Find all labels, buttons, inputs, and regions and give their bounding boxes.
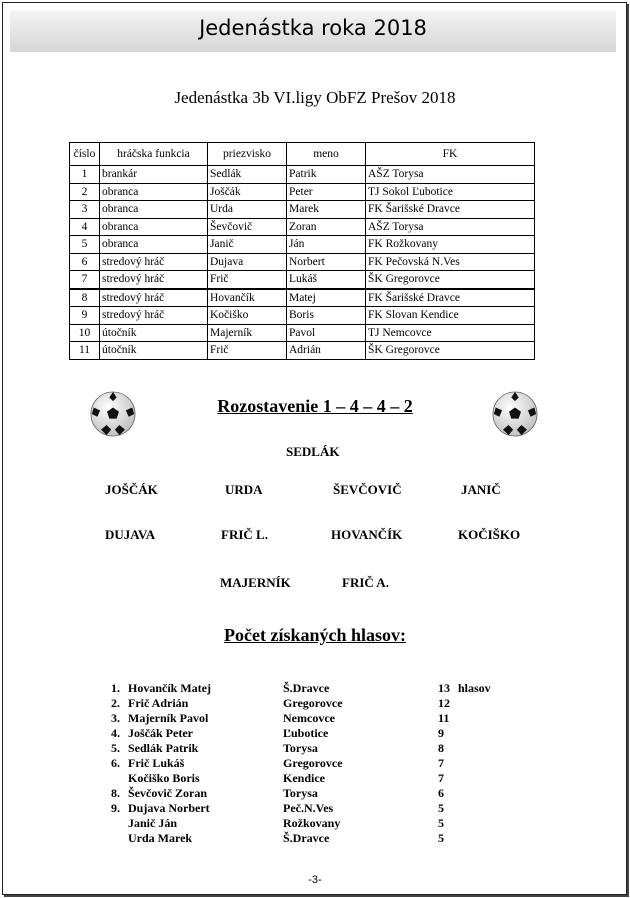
cell-role: brankár [100, 166, 208, 184]
page-number: -3- [308, 874, 322, 886]
vote-player-name: Hovančík Matej [128, 681, 211, 695]
vote-row [0, 726, 630, 741]
vote-row [0, 741, 630, 756]
vote-count: 9 [438, 726, 444, 740]
vote-club: Š.Dravce [283, 681, 330, 695]
vote-player-name: Frič Adrián [128, 696, 189, 710]
cell-club: ŠK Gregorovce [366, 342, 535, 360]
vote-club: Ľubotice [283, 726, 329, 740]
vote-club: Gregorovce [283, 756, 343, 770]
vote-rank: 5. [111, 741, 120, 755]
vote-row [0, 681, 630, 696]
vote-count: 7 [438, 756, 444, 770]
cell-club: FK Slovan Kendice [366, 307, 535, 325]
vote-row [0, 756, 630, 771]
cell-surname: Majerník [208, 324, 287, 342]
vote-rank: 8. [111, 786, 120, 800]
cell-club: ŠK Gregorovce [366, 271, 535, 289]
vote-rank: 9. [111, 801, 120, 815]
table-row [70, 324, 535, 342]
formation-defender: JANIČ [461, 482, 501, 497]
formation-defender: ŠEVČOVIČ [333, 482, 402, 497]
vote-count: 8 [438, 741, 444, 755]
table-row [70, 342, 535, 360]
formation-forward: FRIČ A. [342, 575, 389, 590]
vote-club: Š.Dravce [283, 831, 330, 845]
header-cell-role: hráčska funkcia [100, 143, 208, 166]
vote-player-name: Sedlák Patrik [128, 741, 199, 755]
vote-club: Gregorovce [283, 696, 343, 710]
cell-firstname: Pavol [287, 324, 366, 342]
cell-club: TJ Sokol Ľubotice [366, 183, 535, 201]
cell-number: 2 [70, 183, 100, 201]
vote-club: Torysa [283, 741, 318, 755]
cell-role: útočník [100, 324, 208, 342]
cell-number: 5 [70, 236, 100, 254]
roster-table [69, 142, 535, 360]
vote-count: 7 [438, 771, 444, 785]
formation-midfielder: DUJAVA [105, 527, 156, 542]
vote-count: 11 [438, 711, 450, 725]
vote-player-name: Majerník Pavol [128, 711, 209, 725]
formation-midfielder: KOČIŠKO [458, 527, 521, 542]
cell-surname: Janič [208, 236, 287, 254]
vote-count: 12 [438, 696, 450, 710]
vote-unit: hlasov [458, 681, 491, 695]
vote-rank: 4. [111, 726, 120, 740]
vote-player-name: Ševčovič Zoran [128, 786, 207, 800]
cell-surname: Urda [208, 201, 287, 219]
vote-rank: 2. [111, 696, 120, 710]
table-row [70, 271, 535, 289]
cell-club: FK Rožkovany [366, 236, 535, 254]
cell-firstname: Adrián [287, 342, 366, 360]
formation-midfielder: HOVANČÍK [331, 527, 403, 542]
vote-club: Peč.N.Ves [283, 801, 334, 815]
vote-club: Rožkovany [283, 816, 341, 830]
vote-count: 13 [438, 681, 450, 695]
table-row [70, 218, 535, 236]
cell-surname: Joščák [208, 183, 287, 201]
cell-firstname: Zoran [287, 218, 366, 236]
vote-rank: 1. [111, 681, 120, 695]
formation-midfielder: FRIČ L. [221, 527, 268, 542]
table-row [70, 236, 535, 254]
formation-defender: JOŠČÁK [105, 482, 158, 497]
cell-surname: Hovančík [208, 289, 287, 307]
cell-role: stredový hráč [100, 307, 208, 325]
cell-club: FK Šarišské Dravce [366, 289, 535, 307]
cell-surname: Frič [208, 342, 287, 360]
cell-number: 8 [70, 289, 100, 307]
vote-player-name: Urda Marek [128, 831, 193, 845]
cell-role: obranca [100, 236, 208, 254]
vote-rank: 6. [111, 756, 120, 770]
header-cell-firstname: meno [287, 143, 366, 166]
table-row [70, 253, 535, 271]
cell-role: stredový hráč [100, 289, 208, 307]
cell-club: FK Pečovská N.Ves [366, 253, 535, 271]
cell-firstname: Norbert [287, 253, 366, 271]
cell-role: stredový hráč [100, 271, 208, 289]
vote-club: Torysa [283, 786, 318, 800]
cell-role: obranca [100, 183, 208, 201]
document-subtitle: Jedenástka 3b VI.ligy ObFZ Prešov 2018 [174, 88, 456, 107]
vote-row [0, 786, 630, 801]
page-header [10, 10, 616, 52]
vote-row [0, 831, 630, 846]
cell-firstname: Ján [287, 236, 366, 254]
vote-club: Nemcovce [283, 711, 335, 725]
cell-club: AŠZ Torysa [366, 166, 535, 184]
cell-role: obranca [100, 201, 208, 219]
vote-player-name: Dujava Norbert [128, 801, 210, 815]
header-cell-surname: priezvisko [208, 143, 287, 166]
vote-row [0, 801, 630, 816]
vote-player-name: Kočiško Boris [128, 771, 200, 785]
cell-club: FK Šarišské Dravce [366, 201, 535, 219]
cell-firstname: Peter [287, 183, 366, 201]
vote-player-name: Joščák Peter [128, 726, 193, 740]
vote-rank: 3. [111, 711, 120, 725]
table-row [70, 201, 535, 219]
cell-surname: Sedlák [208, 166, 287, 184]
table-header-row [70, 143, 535, 166]
votes-heading: Počet získaných hlasov: [224, 625, 406, 645]
cell-number: 9 [70, 307, 100, 325]
vote-row [0, 816, 630, 831]
cell-club: AŠZ Torysa [366, 218, 535, 236]
formation-heading: Rozostavenie 1 – 4 – 4 – 2 [217, 396, 413, 416]
vote-row [0, 711, 630, 726]
cell-number: 1 [70, 166, 100, 184]
header-cell-number: číslo [70, 143, 100, 166]
vote-count: 5 [438, 831, 444, 845]
table-row [70, 166, 535, 184]
vote-player-name: Janič Ján [128, 816, 178, 830]
table-row [70, 307, 535, 325]
cell-firstname: Lukáš [287, 271, 366, 289]
header-cell-club: FK [366, 143, 535, 166]
vote-count: 5 [438, 801, 444, 815]
cell-number: 10 [70, 324, 100, 342]
cell-surname: Frič [208, 271, 287, 289]
cell-role: obranca [100, 218, 208, 236]
vote-club: Kendice [283, 771, 325, 785]
cell-number: 7 [70, 271, 100, 289]
cell-surname: Dujava [208, 253, 287, 271]
cell-number: 6 [70, 253, 100, 271]
cell-club: TJ Nemcovce [366, 324, 535, 342]
cell-firstname: Matej [287, 289, 366, 307]
cell-surname: Kočiško [208, 307, 287, 325]
formation-defender: URDA [225, 482, 263, 497]
cell-role: útočník [100, 342, 208, 360]
vote-row [0, 696, 630, 711]
page-title: Jedenástka roka 2018 [199, 16, 427, 40]
vote-row [0, 771, 630, 786]
vote-player-name: Frič Lukáš [128, 756, 185, 770]
cell-surname: Ševčovič [208, 218, 287, 236]
cell-number: 3 [70, 201, 100, 219]
cell-firstname: Patrik [287, 166, 366, 184]
table-row [70, 183, 535, 201]
vote-count: 5 [438, 816, 444, 830]
cell-number: 11 [70, 342, 100, 360]
cell-role: stredový hráč [100, 253, 208, 271]
cell-firstname: Marek [287, 201, 366, 219]
table-row [70, 289, 535, 307]
formation-forward: MAJERNÍK [220, 575, 291, 590]
cell-firstname: Boris [287, 307, 366, 325]
formation-goalkeeper: SEDLÁK [286, 444, 340, 459]
vote-count: 6 [438, 786, 444, 800]
cell-number: 4 [70, 218, 100, 236]
